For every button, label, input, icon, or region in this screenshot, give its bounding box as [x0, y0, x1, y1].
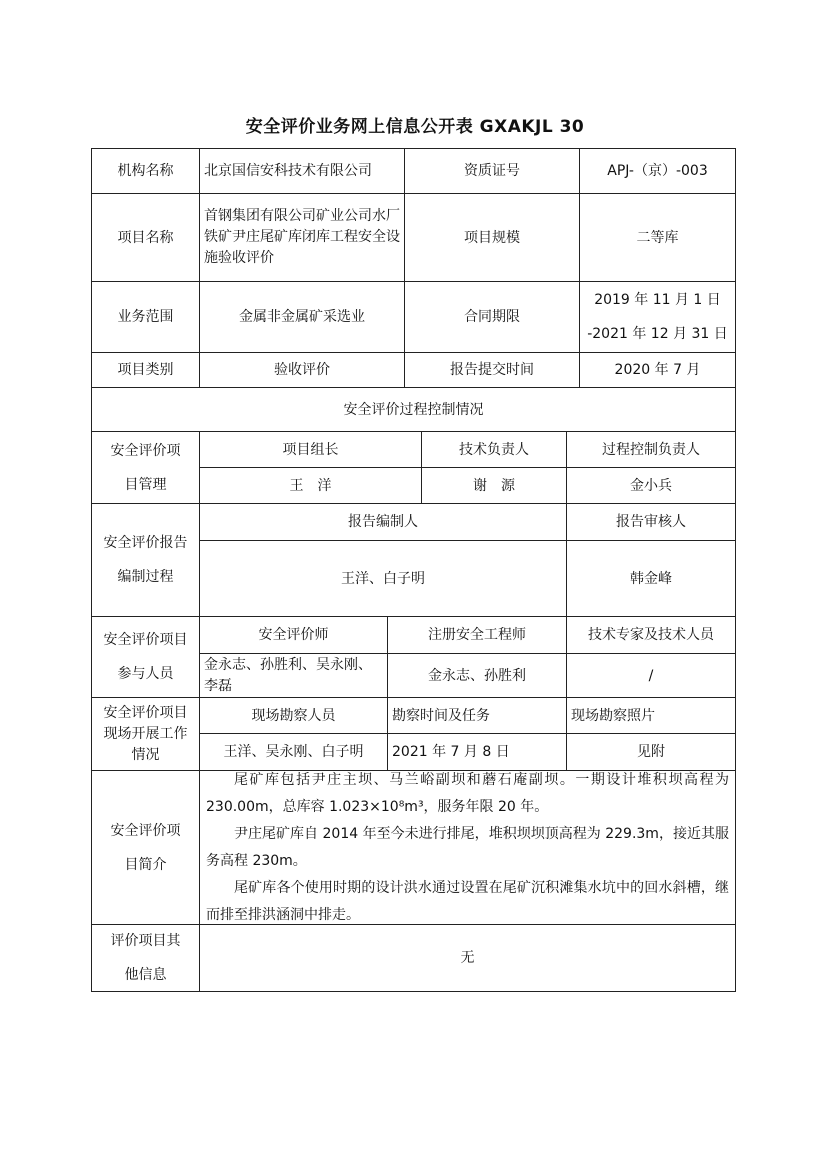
team-leader-label: 项目组长: [200, 432, 422, 468]
page-title: 安全评价业务网上信息公开表 GXAKJL 30: [245, 117, 585, 137]
intro-paragraph-3: 尾矿库各个使用时期的设计洪水通过设置在尾矿沉积滩集水坑中的回水斜槽，继而排至排洪涵洞中排走。: [206, 879, 729, 923]
disclosure-form-table: [91, 148, 736, 992]
field-time-value: 2021 年 7 月 8 日: [388, 734, 567, 771]
project-name-value: 首钢集团有限公司矿业公司水厂铁矿尹庄尾矿库闭库工程安全设施验收评价: [200, 194, 405, 282]
project-intro-value: [200, 771, 735, 925]
contract-start: 2019 年 11 月 1 日: [594, 292, 721, 308]
process-lead-value: 金小兵: [567, 468, 735, 504]
intro-paragraph-1: 尾矿库包括尹庄主坝、马兰峪副坝和蘑石庵副坝。一期设计堆积坝高程为 230.00m，总库容 1.023×10⁸m³，服务年限 20 年。: [206, 771, 729, 815]
report-writer-label: 报告编制人: [200, 504, 567, 541]
other-info-value: 无: [460, 950, 475, 966]
project-category-label: 项目类别: [92, 353, 200, 388]
project-scale-value: 二等库: [580, 194, 735, 282]
project-intro-label: 安全评价项 目简介: [92, 771, 200, 925]
contract-end: -2021 年 12 月 31 日: [587, 326, 728, 342]
field-staff-value: 王洋、吴永刚、白子明: [200, 734, 388, 771]
management-label: 安全评价项 目管理: [92, 432, 200, 504]
field-work-label: 安全评价项目现场开展工作情况: [92, 698, 200, 771]
org-name-label: 机构名称: [92, 149, 200, 194]
cert-value: APJ-（京）-003: [580, 149, 735, 194]
evaluators-value: 金永志、孙胜利、吴永刚、李磊: [200, 654, 388, 698]
cert-label: 资质证号: [405, 149, 580, 194]
field-photo-value: 见附: [567, 734, 735, 771]
business-scope-label: 业务范围: [92, 282, 200, 353]
report-reviewer-value: 韩金峰: [567, 541, 735, 617]
field-time-label: 勘察时间及任务: [388, 698, 567, 734]
intro-paragraph-2: 尹庄尾矿库自 2014 年至今未进行排尾，堆积坝坝顶高程为 229.3m，接近其服务高程 230m。: [206, 825, 729, 869]
project-category-value: 验收评价: [200, 353, 405, 388]
process-control-header: 安全评价过程控制情况: [92, 388, 735, 432]
business-scope-value: 金属非金属矿采选业: [200, 282, 405, 353]
contract-period-label: 合同期限: [405, 282, 580, 353]
report-writer-value: 王洋、白子明: [200, 541, 567, 617]
report-reviewer-label: 报告审核人: [567, 504, 735, 541]
team-leader-value: 王 洋: [200, 468, 422, 504]
field-photo-label: 现场勘察照片: [567, 698, 735, 734]
contract-period-value: [580, 282, 735, 353]
engineers-value: 金永志、孙胜利: [388, 654, 567, 698]
experts-value: /: [567, 654, 735, 698]
tech-lead-label: 技术负责人: [422, 432, 567, 468]
process-lead-label: 过程控制负责人: [567, 432, 735, 468]
other-info-label: 评价项目其 他信息: [92, 925, 200, 991]
expert-label: 技术专家及技术人员: [567, 617, 735, 654]
participants-label: 安全评价项目参与人员: [92, 617, 200, 698]
engineer-label: 注册安全工程师: [388, 617, 567, 654]
project-name-label: 项目名称: [92, 194, 200, 282]
project-scale-label: 项目规模: [405, 194, 580, 282]
tech-lead-value: 谢 源: [422, 468, 567, 504]
report-process-label: 安全评价报告编制过程: [92, 504, 200, 617]
evaluator-label: 安全评价师: [200, 617, 388, 654]
org-name-value: 北京国信安科技术有限公司: [200, 149, 405, 194]
report-time-label: 报告提交时间: [405, 353, 580, 388]
field-staff-label: 现场勘察人员: [200, 698, 388, 734]
report-time-value: 2020 年 7 月: [580, 353, 735, 388]
